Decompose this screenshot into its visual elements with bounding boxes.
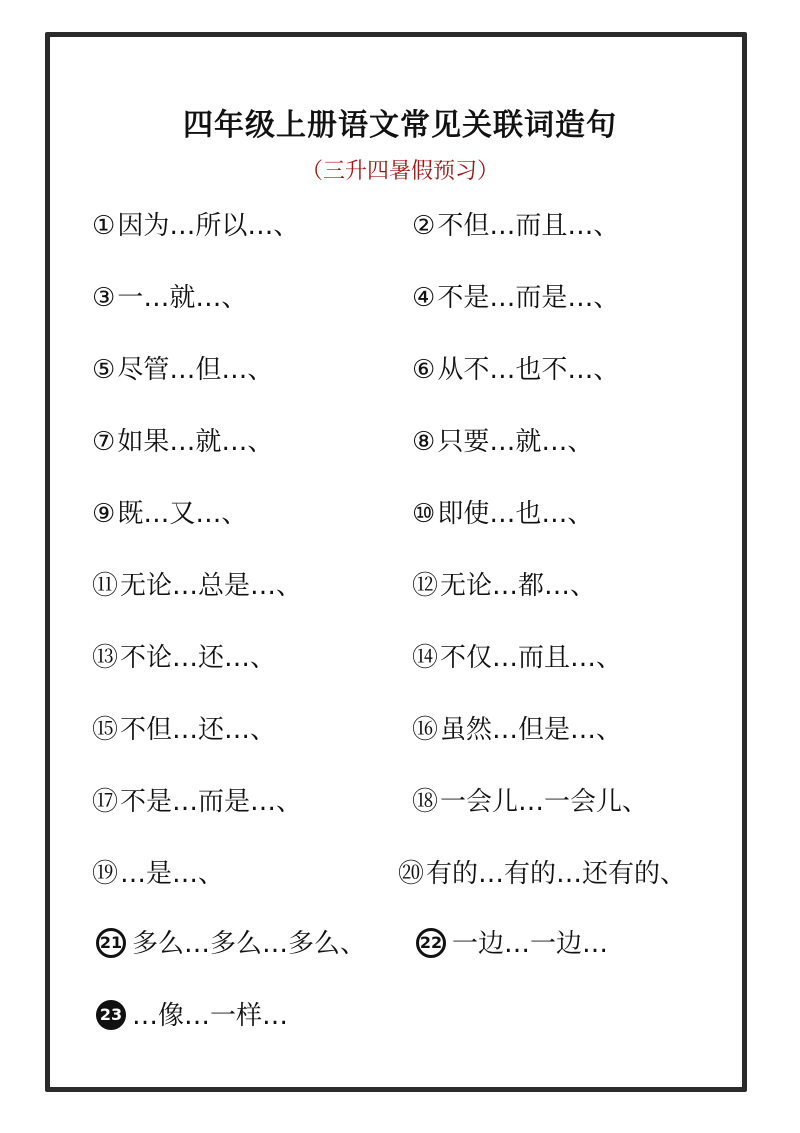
list-item — [92, 208, 299, 244]
item-text: 不论…还…、 — [120, 643, 277, 673]
list-item — [96, 926, 366, 962]
item-number: ⑬ — [92, 643, 119, 673]
item-number: ⑭ — [412, 643, 439, 673]
item-text: …是…、 — [120, 859, 225, 889]
item-number: ⑪ — [92, 571, 119, 601]
item-text: 如果…就…、 — [117, 427, 274, 457]
list-item — [96, 998, 288, 1034]
list-item — [412, 784, 648, 820]
list-item — [92, 424, 273, 460]
item-text: 一…就…、 — [117, 283, 248, 313]
list-item — [92, 712, 276, 748]
item-text: 从不…也不…、 — [437, 355, 620, 385]
item-number: ⑮ — [92, 715, 119, 745]
item-number: ⑤ — [92, 355, 116, 385]
item-text: 无论…总是…、 — [120, 571, 303, 601]
item-number: ⑨ — [92, 499, 116, 529]
item-number: 21 — [96, 928, 126, 958]
item-text: 不但…而且…、 — [437, 211, 620, 241]
item-number: 23 — [96, 1000, 126, 1030]
item-text: 一边…一边… — [452, 929, 609, 959]
list-item — [412, 352, 619, 388]
item-text: 不是…而是…、 — [437, 283, 620, 313]
item-text: 不但…还…、 — [120, 715, 277, 745]
item-number: ⑳ — [398, 859, 425, 889]
list-item — [412, 496, 593, 532]
list-item — [398, 856, 686, 892]
item-number: 22 — [416, 928, 446, 958]
list-item — [416, 926, 608, 962]
list-item — [412, 280, 619, 316]
list-item — [412, 568, 596, 604]
list-item — [92, 352, 273, 388]
item-number: ⑲ — [92, 859, 119, 889]
item-text: 因为…所以…、 — [117, 211, 300, 241]
list-item — [412, 424, 593, 460]
item-number: ⑩ — [412, 499, 436, 529]
item-number: ⑱ — [412, 787, 439, 817]
list-item — [92, 280, 247, 316]
item-text: 无论…都…、 — [440, 571, 597, 601]
item-text: 不仅…而且…、 — [440, 643, 623, 673]
item-number: ⑦ — [92, 427, 116, 457]
list-item — [92, 856, 224, 892]
item-number: ② — [412, 211, 436, 241]
list-item — [412, 712, 622, 748]
item-number: ⑰ — [92, 787, 119, 817]
item-number: ③ — [92, 283, 116, 313]
item-text: 既…又…、 — [117, 499, 248, 529]
list-item — [412, 640, 622, 676]
list-item — [412, 208, 619, 244]
item-text: 有的…有的…还有的、 — [426, 859, 687, 889]
item-number: ⑯ — [412, 715, 439, 745]
item-text: 一会儿…一会儿、 — [440, 787, 649, 817]
item-text: 即使…也…、 — [437, 499, 594, 529]
item-number: ⑧ — [412, 427, 436, 457]
page-subtitle: （三升四暑假预习） — [300, 159, 499, 184]
item-text: 多么…多么…多么、 — [132, 929, 367, 959]
item-number: ① — [92, 211, 116, 241]
list-item — [92, 496, 247, 532]
page-title: 四年级上册语文常见关联词造句 — [183, 108, 617, 143]
item-number: ⑫ — [412, 571, 439, 601]
item-text: 虽然…但是…、 — [440, 715, 623, 745]
item-number: ⑥ — [412, 355, 436, 385]
list-item — [92, 568, 302, 604]
item-text: 只要…就…、 — [437, 427, 594, 457]
item-text: 不是…而是…、 — [120, 787, 303, 817]
item-text: …像…一样… — [132, 1001, 289, 1031]
list-item — [92, 784, 302, 820]
list-item — [92, 640, 276, 676]
item-number: ④ — [412, 283, 436, 313]
item-text: 尽管…但…、 — [117, 355, 274, 385]
